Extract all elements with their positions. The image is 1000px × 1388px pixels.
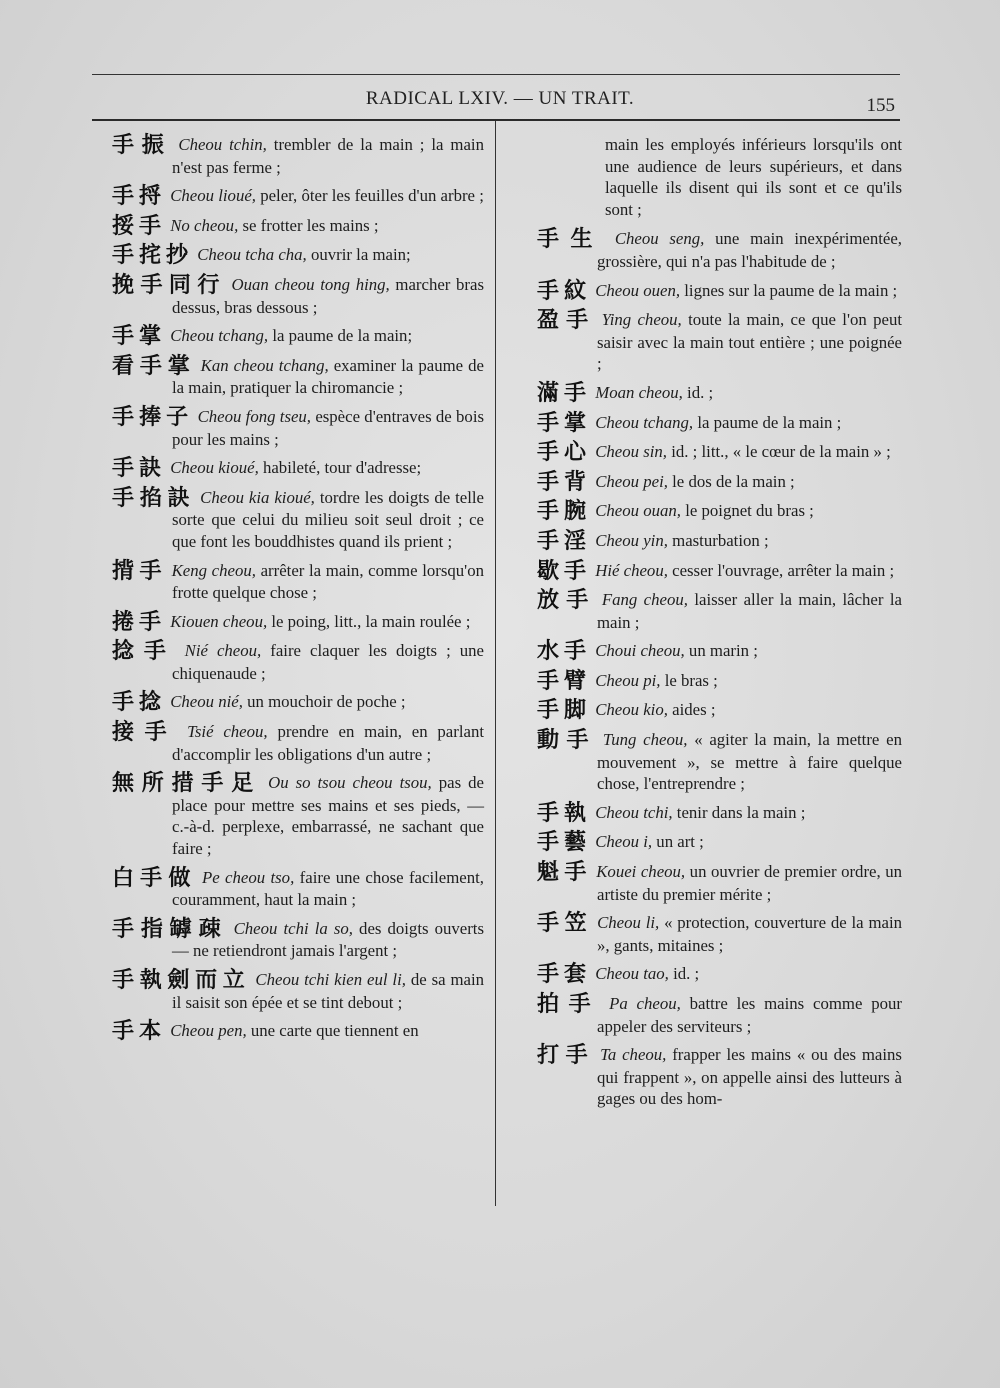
page-number: 155: [866, 95, 895, 116]
entry-romanization: Moan cheou,: [595, 382, 683, 402]
entry-chinese-characters: 魁手: [537, 860, 592, 886]
entry-romanization: Ou so tsou cheou tsou,: [268, 773, 432, 793]
entry-romanization: Tung cheou,: [602, 730, 688, 750]
entry-definition: un mouchoir de poche ;: [247, 692, 406, 712]
dictionary-entry: [112, 691, 484, 714]
entry-chinese-characters: 挽手同行: [112, 272, 226, 298]
entry-romanization: Keng cheou,: [171, 560, 256, 580]
dictionary-entry: [112, 560, 484, 604]
entry-definition: un marin ;: [688, 641, 758, 661]
entry-definition: examiner la paume de la main, pratiquer la chiromancie ;: [172, 355, 484, 398]
entry-definition: laisser aller la main, lâcher la main ;: [597, 590, 902, 632]
dictionary-entry: [537, 670, 902, 693]
entry-definition: le bras ;: [664, 670, 718, 690]
entry-chinese-characters: 水手: [537, 639, 592, 665]
entry-chinese-characters: 手淫: [537, 528, 592, 554]
entry-romanization: Cheou lioué,: [170, 186, 256, 206]
entry-romanization: Cheou pen,: [170, 1021, 247, 1041]
entry-romanization: Nié cheou,: [184, 641, 262, 661]
running-header: RADICAL LXIV. — UN TRAIT.: [365, 88, 635, 109]
entry-romanization: Cheou ouan,: [595, 501, 681, 521]
entry-definition: masturbation ;: [672, 530, 769, 550]
entry-chinese-characters: 盈手: [537, 308, 596, 334]
entry-romanization: Cheou tao,: [595, 964, 669, 984]
entry-romanization: Fang cheou,: [601, 590, 688, 610]
entry-romanization: Cheou kioué,: [170, 458, 259, 478]
dictionary-entry: [537, 412, 902, 435]
entry-chinese-characters: 拍手: [537, 992, 601, 1017]
entry-definition: le poignet du bras ;: [685, 501, 814, 521]
entry-chinese-characters: 手生: [537, 227, 605, 253]
entry-romanization: Cheou tchin,: [178, 135, 267, 154]
left-column: [112, 134, 484, 1050]
dictionary-entry: [537, 471, 902, 494]
entry-romanization: Cheou ouen,: [595, 280, 681, 300]
dictionary-entry: [537, 729, 902, 795]
entry-chinese-characters: 手掌: [112, 324, 167, 350]
entry-chinese-characters: 手掐訣: [112, 485, 196, 511]
entry-chinese-characters: 挼手: [112, 213, 167, 239]
entry-definition: peler, ôter les feuilles d'un arbre ;: [260, 186, 484, 206]
dictionary-entry: [112, 406, 484, 450]
entry-romanization: Cheou tchi,: [595, 802, 673, 822]
dictionary-entry: [537, 1044, 902, 1110]
entry-romanization: Hié cheou,: [595, 560, 668, 580]
entry-chinese-characters: 打手: [537, 1043, 595, 1069]
entry-romanization: Cheou pei,: [595, 471, 668, 491]
entry-definition: arrêter la main, comme lorsqu'on frotte quelque chose ;: [172, 560, 484, 603]
dictionary-entry: [537, 441, 902, 464]
entry-definition: faire claquer les doigts ; une chiquenaude ;: [172, 641, 484, 683]
column-divider: [495, 121, 496, 1206]
dictionary-entry: [112, 721, 484, 765]
entry-definition: de sa main il saisit son épée et se tint debout ;: [172, 970, 485, 1012]
entry-definition: toute la main, ce que l'on peut saisir avec la main tout entière ; une poignée ;: [597, 310, 902, 374]
entry-chinese-characters: 揹手: [112, 558, 167, 584]
entry-chinese-characters: 手脚: [537, 698, 592, 724]
right-column: [537, 134, 902, 1117]
entry-romanization: Cheou tchi kien eul li,: [255, 970, 406, 989]
entry-chinese-characters: 手本: [112, 1019, 167, 1045]
entry-romanization: Cheou pi,: [595, 670, 661, 690]
entry-definition: id. ;: [673, 964, 700, 984]
dictionary-entry: [537, 382, 902, 405]
entry-definition: le poing, litt., la main roulée ;: [271, 611, 471, 631]
entry-romanization: Tsié cheou,: [187, 722, 268, 742]
entry-chinese-characters: 手掌: [537, 410, 592, 436]
entry-chinese-characters: 手臂: [537, 668, 592, 694]
entry-chinese-characters: 手挓抄: [112, 243, 194, 269]
dictionary-entry: [112, 969, 484, 1013]
entry-chinese-characters: 動手: [537, 728, 597, 754]
entry-chinese-characters: 捻手: [112, 639, 176, 665]
entry-chinese-characters: 手訣: [112, 456, 167, 482]
dictionary-entry: [537, 309, 902, 375]
dictionary-entry: [537, 831, 902, 854]
entry-chinese-characters: 白手做: [112, 865, 197, 891]
entry-chinese-characters: 手捻: [112, 690, 167, 716]
entry-definition: habileté, tour d'adresse;: [262, 458, 422, 478]
entry-definition: « protection, couverture de la main », gants, mitaines ;: [597, 913, 903, 955]
entry-definition: « agiter la main, la mettre en mouvement », se mettre à faire quelque chose, l'entreprendre ;: [597, 730, 902, 794]
header-rule: [92, 119, 900, 121]
entry-definition: cesser l'ouvrage, arrêter la main ;: [672, 560, 895, 580]
entry-definition: la paume de la main ;: [697, 412, 842, 432]
dictionary-entry: [112, 867, 484, 911]
dictionary-entry: [537, 861, 902, 905]
entry-romanization: Kouei cheou,: [596, 862, 686, 882]
dictionary-entry: [112, 1020, 484, 1043]
entry-romanization: No cheou,: [170, 215, 239, 235]
entry-chinese-characters: 歇手: [537, 558, 592, 584]
dictionary-entry: [537, 802, 902, 825]
entry-romanization: Cheou fong tseu,: [197, 406, 312, 426]
entry-chinese-characters: 手背: [537, 469, 592, 495]
dictionary-entry: [537, 280, 902, 303]
entry-romanization: Kan cheou tchang,: [200, 355, 329, 375]
continued-entry-text: main les employés inférieurs lorsqu'ils ont une audience de leurs supérieurs, et dans laquelle ils disent qui ils sont et ce qu'ils sont ;: [605, 135, 902, 219]
entry-definition: faire une chose facilement, couramment, haut la main ;: [172, 867, 484, 910]
entry-chinese-characters: 手紋: [537, 278, 592, 304]
entry-chinese-characters: 手執: [537, 800, 592, 826]
entry-definition: id. ;: [687, 382, 714, 402]
entry-chinese-characters: 手指罅疎: [112, 916, 228, 942]
dictionary-entry: [112, 457, 484, 480]
dictionary-entry: [112, 185, 484, 208]
entry-romanization: Cheou yin,: [595, 530, 668, 550]
top-rule: [92, 74, 900, 75]
entry-romanization: Cheou tchang,: [595, 412, 694, 432]
entry-romanization: Cheou nié,: [170, 692, 243, 712]
entry-romanization: Cheou tchi la so,: [233, 918, 353, 938]
entry-chinese-characters: 手振: [112, 133, 172, 158]
dictionary-entry: [537, 912, 902, 956]
entry-definition: des doigts ouverts — ne retiendront jamais l'argent ;: [172, 918, 484, 961]
entry-definition: un ouvrier de premier ordre, un artiste du premier mérite ;: [597, 862, 902, 904]
dictionary-entry: [537, 228, 902, 272]
entry-romanization: Pe cheou tso,: [201, 867, 295, 887]
entry-romanization: Kiouen cheou,: [170, 611, 268, 631]
dictionary-entry: [537, 640, 902, 663]
entry-romanization: Cheou seng,: [614, 229, 705, 249]
entry-romanization: Cheou kia kioué,: [200, 487, 315, 507]
entry-chinese-characters: 捲手: [112, 609, 167, 635]
entry-chinese-characters: 手心: [537, 440, 592, 466]
dictionary-entry: [112, 355, 484, 399]
entry-chinese-characters: 滿手: [537, 380, 592, 406]
entry-chinese-characters: 放手: [537, 588, 596, 614]
dictionary-entry: [112, 325, 484, 348]
entry-romanization: Ying cheou,: [601, 310, 682, 330]
entry-definition: pas de place pour mettre ses mains et ses pieds, — c.-à-d. perplexe, embarrassé, ne sachant que faire ;: [172, 773, 484, 859]
dictionary-entry: [537, 993, 902, 1037]
entry-chinese-characters: 手笠: [537, 911, 593, 937]
entry-romanization: Pa cheou,: [609, 994, 681, 1013]
entry-romanization: Choui cheou,: [595, 641, 685, 661]
entry-definition: aides ;: [672, 700, 716, 720]
dictionary-entry: [112, 244, 484, 267]
entry-definition: tordre les doigts de telle sorte que celui du milieu soit seul droit ; ce que font les bouddhistes quand ils prient ;: [172, 487, 484, 551]
entry-chinese-characters: 手捋: [112, 184, 167, 210]
entry-definition: un art ;: [656, 832, 704, 852]
dictionary-entry: [537, 500, 902, 523]
entry-definition: frapper les mains « ou des mains qui frappent », on appelle ainsi des lutteurs à gages ou des hom-: [597, 1045, 902, 1109]
dictionary-entry: [112, 487, 484, 553]
entry-chinese-characters: 手腕: [537, 499, 592, 525]
entry-chinese-characters: 手套: [537, 962, 592, 988]
entry-definition: lignes sur la paume de la main ;: [684, 280, 898, 300]
dictionary-entry: [537, 699, 902, 722]
dictionary-entry: [537, 589, 902, 633]
entry-chinese-characters: 手執劍而立: [112, 968, 251, 993]
entry-definition: trembler de la main ; la main n'est pas ferme ;: [172, 135, 484, 177]
entry-definition: se frotter les mains ;: [242, 215, 379, 235]
entry-romanization: Cheou tcha cha,: [197, 245, 307, 265]
entry-chinese-characters: 無所措手足: [112, 771, 262, 797]
dictionary-entry: [112, 134, 484, 178]
dictionary-entry: [112, 640, 484, 684]
entry-definition: battre les mains comme pour appeler des serviteurs ;: [597, 994, 902, 1036]
entry-chinese-characters: 手藝: [537, 830, 592, 856]
entry-definition: espèce d'entraves de bois pour les mains ;: [172, 406, 485, 449]
dictionary-entry: [112, 918, 484, 962]
entry-romanization: Cheou i,: [595, 832, 653, 852]
dictionary-entry: [112, 772, 484, 859]
entry-chinese-characters: 看手掌: [112, 353, 196, 379]
entry-romanization: Cheou li,: [597, 913, 660, 933]
entry-romanization: Cheou sin,: [595, 442, 668, 462]
entry-chinese-characters: 手捧子: [112, 404, 194, 430]
entry-definition: la paume de la main;: [272, 326, 413, 346]
dictionary-entry: [112, 274, 484, 318]
entry-definition: marcher bras dessus, bras dessous ;: [172, 274, 484, 317]
dictionary-entry: [112, 215, 484, 238]
entry-romanization: Cheou tchang,: [170, 326, 269, 346]
dictionary-entry: [112, 611, 484, 634]
entry-romanization: Cheou kio,: [595, 700, 668, 720]
entry-definition: prendre en main, en parlant d'accomplir les obligations d'un autre ;: [172, 722, 484, 764]
entry-definition: ouvrir la main;: [310, 245, 411, 265]
dictionary-entry: [537, 560, 902, 583]
entry-romanization: Ouan cheou tong hing,: [231, 274, 390, 294]
entry-definition: une main inexpérimentée, grossière, qui n'a pas l'habitude de ;: [597, 229, 902, 271]
entry-definition: id. ; litt., « le cœur de la main » ;: [671, 442, 891, 462]
entry-definition: une carte que tiennent en: [250, 1021, 419, 1041]
entry-chinese-characters: 接手: [112, 720, 178, 746]
entry-definition: le dos de la main ;: [672, 471, 795, 491]
dictionary-entry: [537, 963, 902, 986]
entry-romanization: Ta cheou,: [600, 1045, 667, 1065]
dictionary-entry: [537, 530, 902, 553]
entry-definition: tenir dans la main ;: [676, 802, 806, 822]
